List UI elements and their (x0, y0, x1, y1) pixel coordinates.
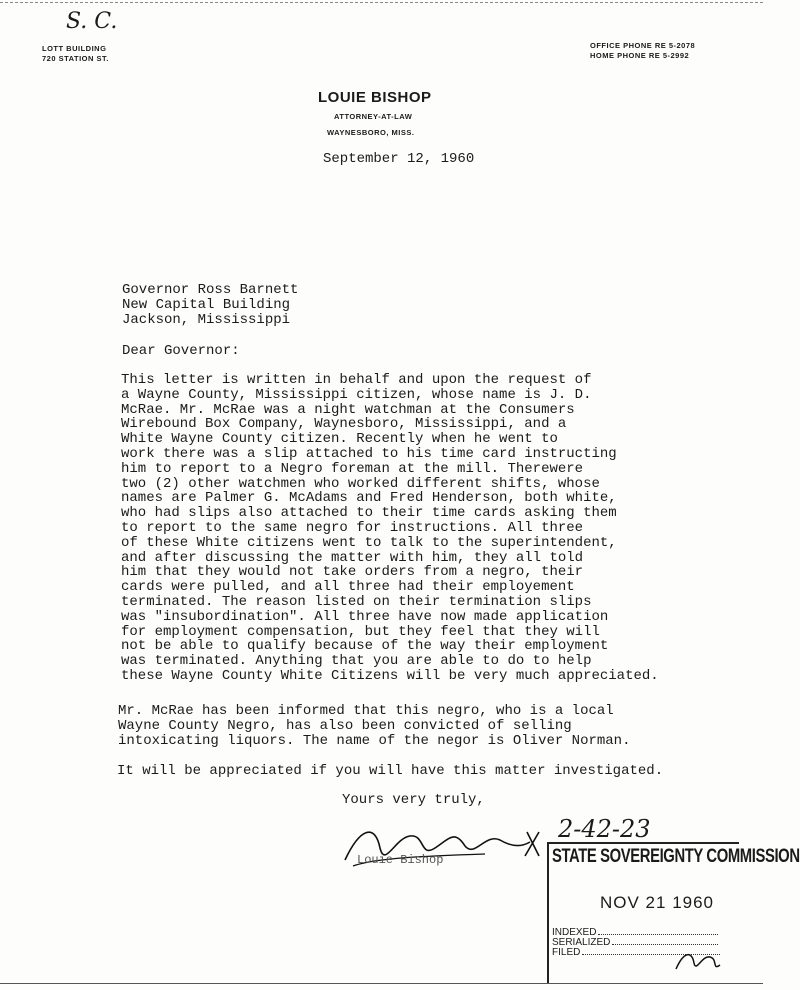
body-line: Wayne County Negro, has also been convicted of selling (118, 717, 572, 734)
body-line: was terminated. Anything that you are able to do to help (121, 653, 592, 670)
body-line: him that they would not take orders from a negro, their (121, 564, 584, 581)
stamp-field-label: INDEXED (552, 927, 597, 938)
body-line: McRae. Mr. McRae was a night watchman at the Consumers (121, 401, 575, 418)
body-line: cards were pulled, and all three had their employement (121, 579, 575, 596)
handwritten-file-number: 2-42-23 (558, 815, 651, 843)
body-line: two (2) other watchmen who worked different shifts, whose (121, 475, 600, 492)
body-line: names are Palmer G. McAdams and Fred Henderson, both white, (121, 490, 617, 507)
salutation: Dear Governor: (122, 343, 240, 359)
recipient-line-1: Governor Ross Barnett (122, 282, 299, 298)
stamp-date: NOV 21 1960 (600, 893, 715, 912)
stamp-field-label: FILED (552, 947, 581, 958)
body-line: who had slips also attached to their time cards asking them (121, 505, 617, 522)
recipient-line-2: New Capital Building (122, 296, 291, 313)
body-line: White Wayne County citizen. Recently when he went to (121, 431, 558, 448)
body-line: for employment compensation, but they feel that they will (121, 623, 600, 640)
body-line: to report to the same negro for instructions. All three (121, 519, 584, 536)
body-line: was "insubordination". All three have now made application (121, 608, 609, 625)
phone-numbers (590, 41, 695, 61)
body-line: not be able to qualify because of the way their employment (121, 638, 609, 655)
body-line: terminated. The reason listed on their termination slips (121, 593, 592, 610)
recipient-block (122, 283, 298, 327)
stamp-title: STATE SOVEREIGNTY COMMISSION (552, 846, 800, 867)
letterhead-city: WAYNESBORO, MISS. (327, 128, 415, 137)
body-paragraph-3: It will be appreciated if you will have this matter investigated. (117, 763, 664, 779)
handwritten-corner-note: S. C. (66, 9, 118, 34)
office-phone: OFFICE PHONE RE 5-2078 (590, 41, 696, 50)
body-line: work there was a slip attached to his time card instructing (121, 445, 617, 462)
body-line: Mr. McRae has been informed that this negro, who is a local (118, 703, 614, 719)
letter-date: September 12, 1960 (323, 151, 475, 167)
body-paragraph-1 (121, 373, 659, 684)
address-line-2: 720 STATION ST. (42, 54, 109, 63)
body-line: of these White citizens went to talk to the superintendent, (121, 534, 617, 551)
body-paragraph-2 (118, 704, 630, 748)
stamp-initials (672, 945, 724, 977)
letterhead-name: LOUIE BISHOP (318, 89, 432, 106)
recipient-line-3: Jackson, Mississippi (122, 311, 291, 328)
body-line: This letter is written in behalf and upon the request of (121, 372, 592, 388)
closing: Yours very truly, (342, 792, 485, 808)
address-line-1: LOTT BUILDING (42, 44, 107, 53)
body-line: Wirebound Box Company, Waynesboro, Mississippi, and a (121, 416, 567, 433)
home-phone: HOME PHONE RE 5-2992 (590, 51, 690, 60)
page-top-edge (0, 2, 763, 3)
page-bottom-edge (0, 983, 763, 984)
handwritten-signature (335, 818, 545, 878)
stamp-field-label: SERIALIZED (552, 937, 611, 948)
letterhead-title: ATTORNEY-AT-LAW (334, 112, 413, 121)
body-line: intoxicating liquors. The name of the negor is Oliver Norman. (118, 732, 631, 749)
body-line: these Wayne County White Citizens will be very much appreciated. (121, 667, 659, 684)
body-line: and after discussing the matter with him, they all told (121, 549, 584, 566)
sender-address (42, 44, 109, 64)
dotted-line (598, 934, 718, 935)
body-line: him to report to a Negro foreman at the mill. Therewere (121, 460, 584, 477)
typed-signature: Louie Bishop (357, 853, 444, 867)
body-line: a Wayne County, Mississippi citizen, whose name is J. D. (121, 386, 592, 403)
